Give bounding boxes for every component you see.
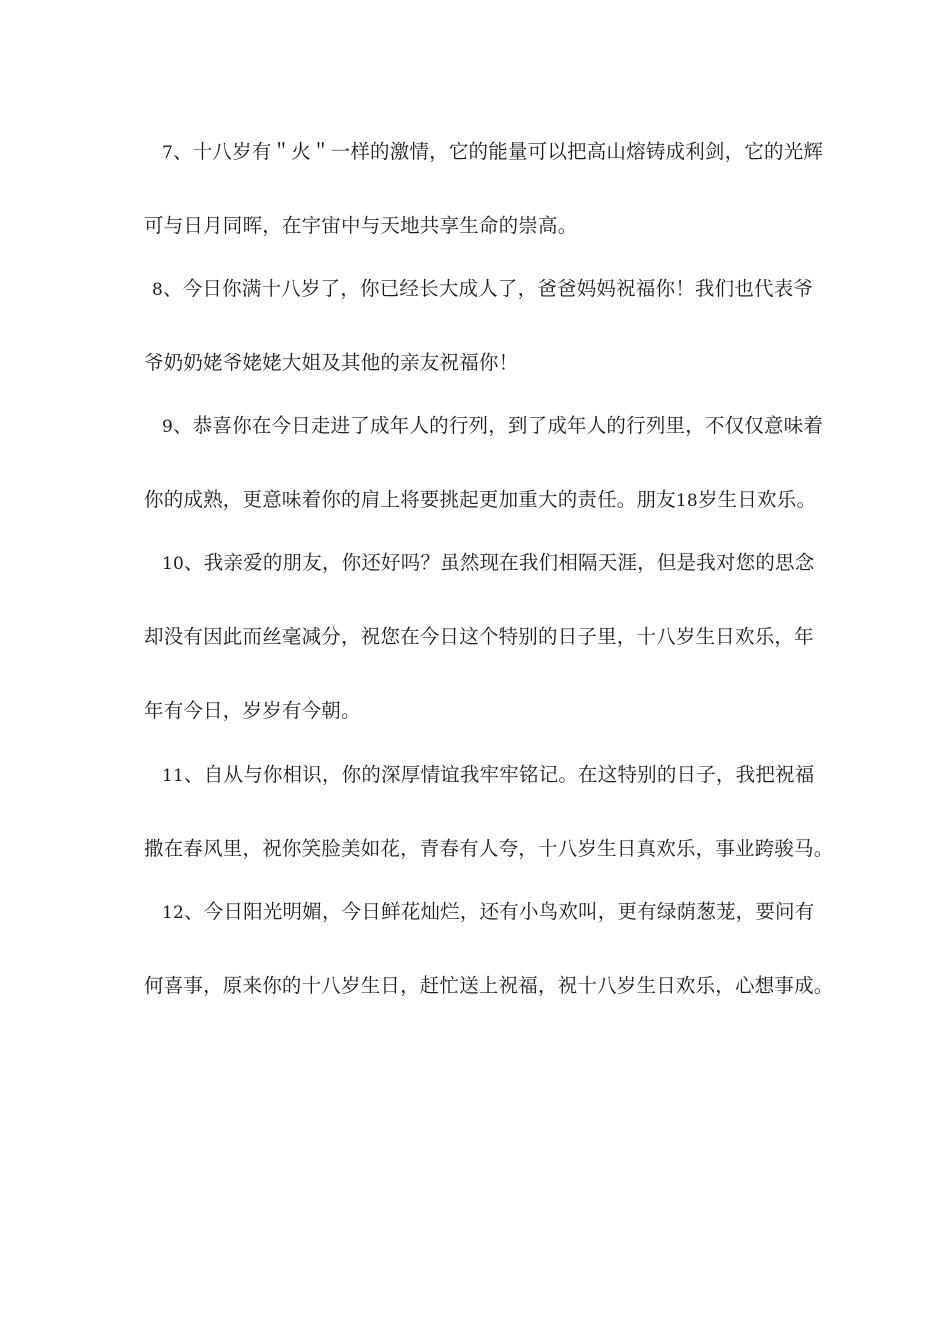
paragraph-text: 爷奶奶姥爷姥姥大姐及其他的亲友祝福你！ (144, 351, 519, 374)
paragraph-10-line-2 (144, 624, 814, 650)
paragraph-text: 可与日月同晖，在宇宙中与天地共享生命的崇高。 (144, 214, 578, 237)
paragraph-text: 、今日你满十八岁了，你已经长大成人了，爸爸妈妈祝福你！我们也代表爷 (163, 277, 814, 300)
paragraph-text: 、今日阳光明媚，今日鲜花灿烂，还有小鸟欢叫，更有绿荫葱茏，要问有 (184, 900, 815, 923)
paragraph-text: 年有今日，岁岁有今朝。 (144, 699, 361, 722)
paragraph-number: 9 (162, 417, 174, 437)
paragraph-text: 何喜事，原来你的十八岁生日，赶忙送上祝福，祝十八岁生日欢乐，心想事成。 (144, 974, 834, 997)
paragraph-number: 7 (162, 143, 174, 163)
paragraph-text: 、十八岁有＂火＂一样的激情，它的能量可以把高山熔铸成利剑，它的光辉 (173, 140, 824, 163)
paragraph-8-line-1 (152, 276, 822, 303)
paragraph-text: 你的成熟，更意味着你的肩上将要挑起更加重大的责任。朋友 (144, 488, 676, 511)
paragraph-10-line-1 (162, 550, 832, 577)
paragraph-text: 岁生日欢乐。 (697, 488, 817, 511)
paragraph-12-line-2 (144, 973, 834, 999)
paragraph-number: 11 (162, 766, 185, 786)
paragraph-number: 8 (152, 280, 164, 300)
paragraph-9-line-2 (144, 487, 817, 514)
paragraph-text: 、我亲爱的朋友，你还好吗？虽然现在我们相隔天涯，但是我对您的思念 (184, 551, 815, 574)
paragraph-number: 10 (162, 554, 185, 574)
paragraph-7-line-1 (162, 139, 832, 166)
paragraph-text: 、自从与你相识，你的深厚情谊我牢牢铭记。在这特别的日子，我把祝福 (184, 763, 815, 786)
paragraph-text: 、恭喜你在今日走进了成年人的行列，到了成年人的行列里，不仅仅意味着 (173, 414, 824, 437)
paragraph-text: 撒在春风里，祝你笑脸美如花，青春有人夸，十八岁生日真欢乐，事业跨骏马。 (144, 837, 834, 860)
paragraph-11-line-2 (144, 836, 834, 862)
inline-number: 18 (675, 491, 698, 511)
paragraph-8-line-2 (144, 350, 814, 376)
paragraph-number: 12 (162, 903, 185, 923)
paragraph-7-line-2 (144, 213, 814, 239)
paragraph-9-line-1 (162, 413, 832, 440)
paragraph-text: 却没有因此而丝毫减分，祝您在今日这个特别的日子里，十八岁生日欢乐，年 (144, 625, 814, 648)
paragraph-12-line-1 (162, 899, 832, 926)
paragraph-11-line-1 (162, 762, 832, 789)
paragraph-10-line-3 (144, 698, 814, 724)
